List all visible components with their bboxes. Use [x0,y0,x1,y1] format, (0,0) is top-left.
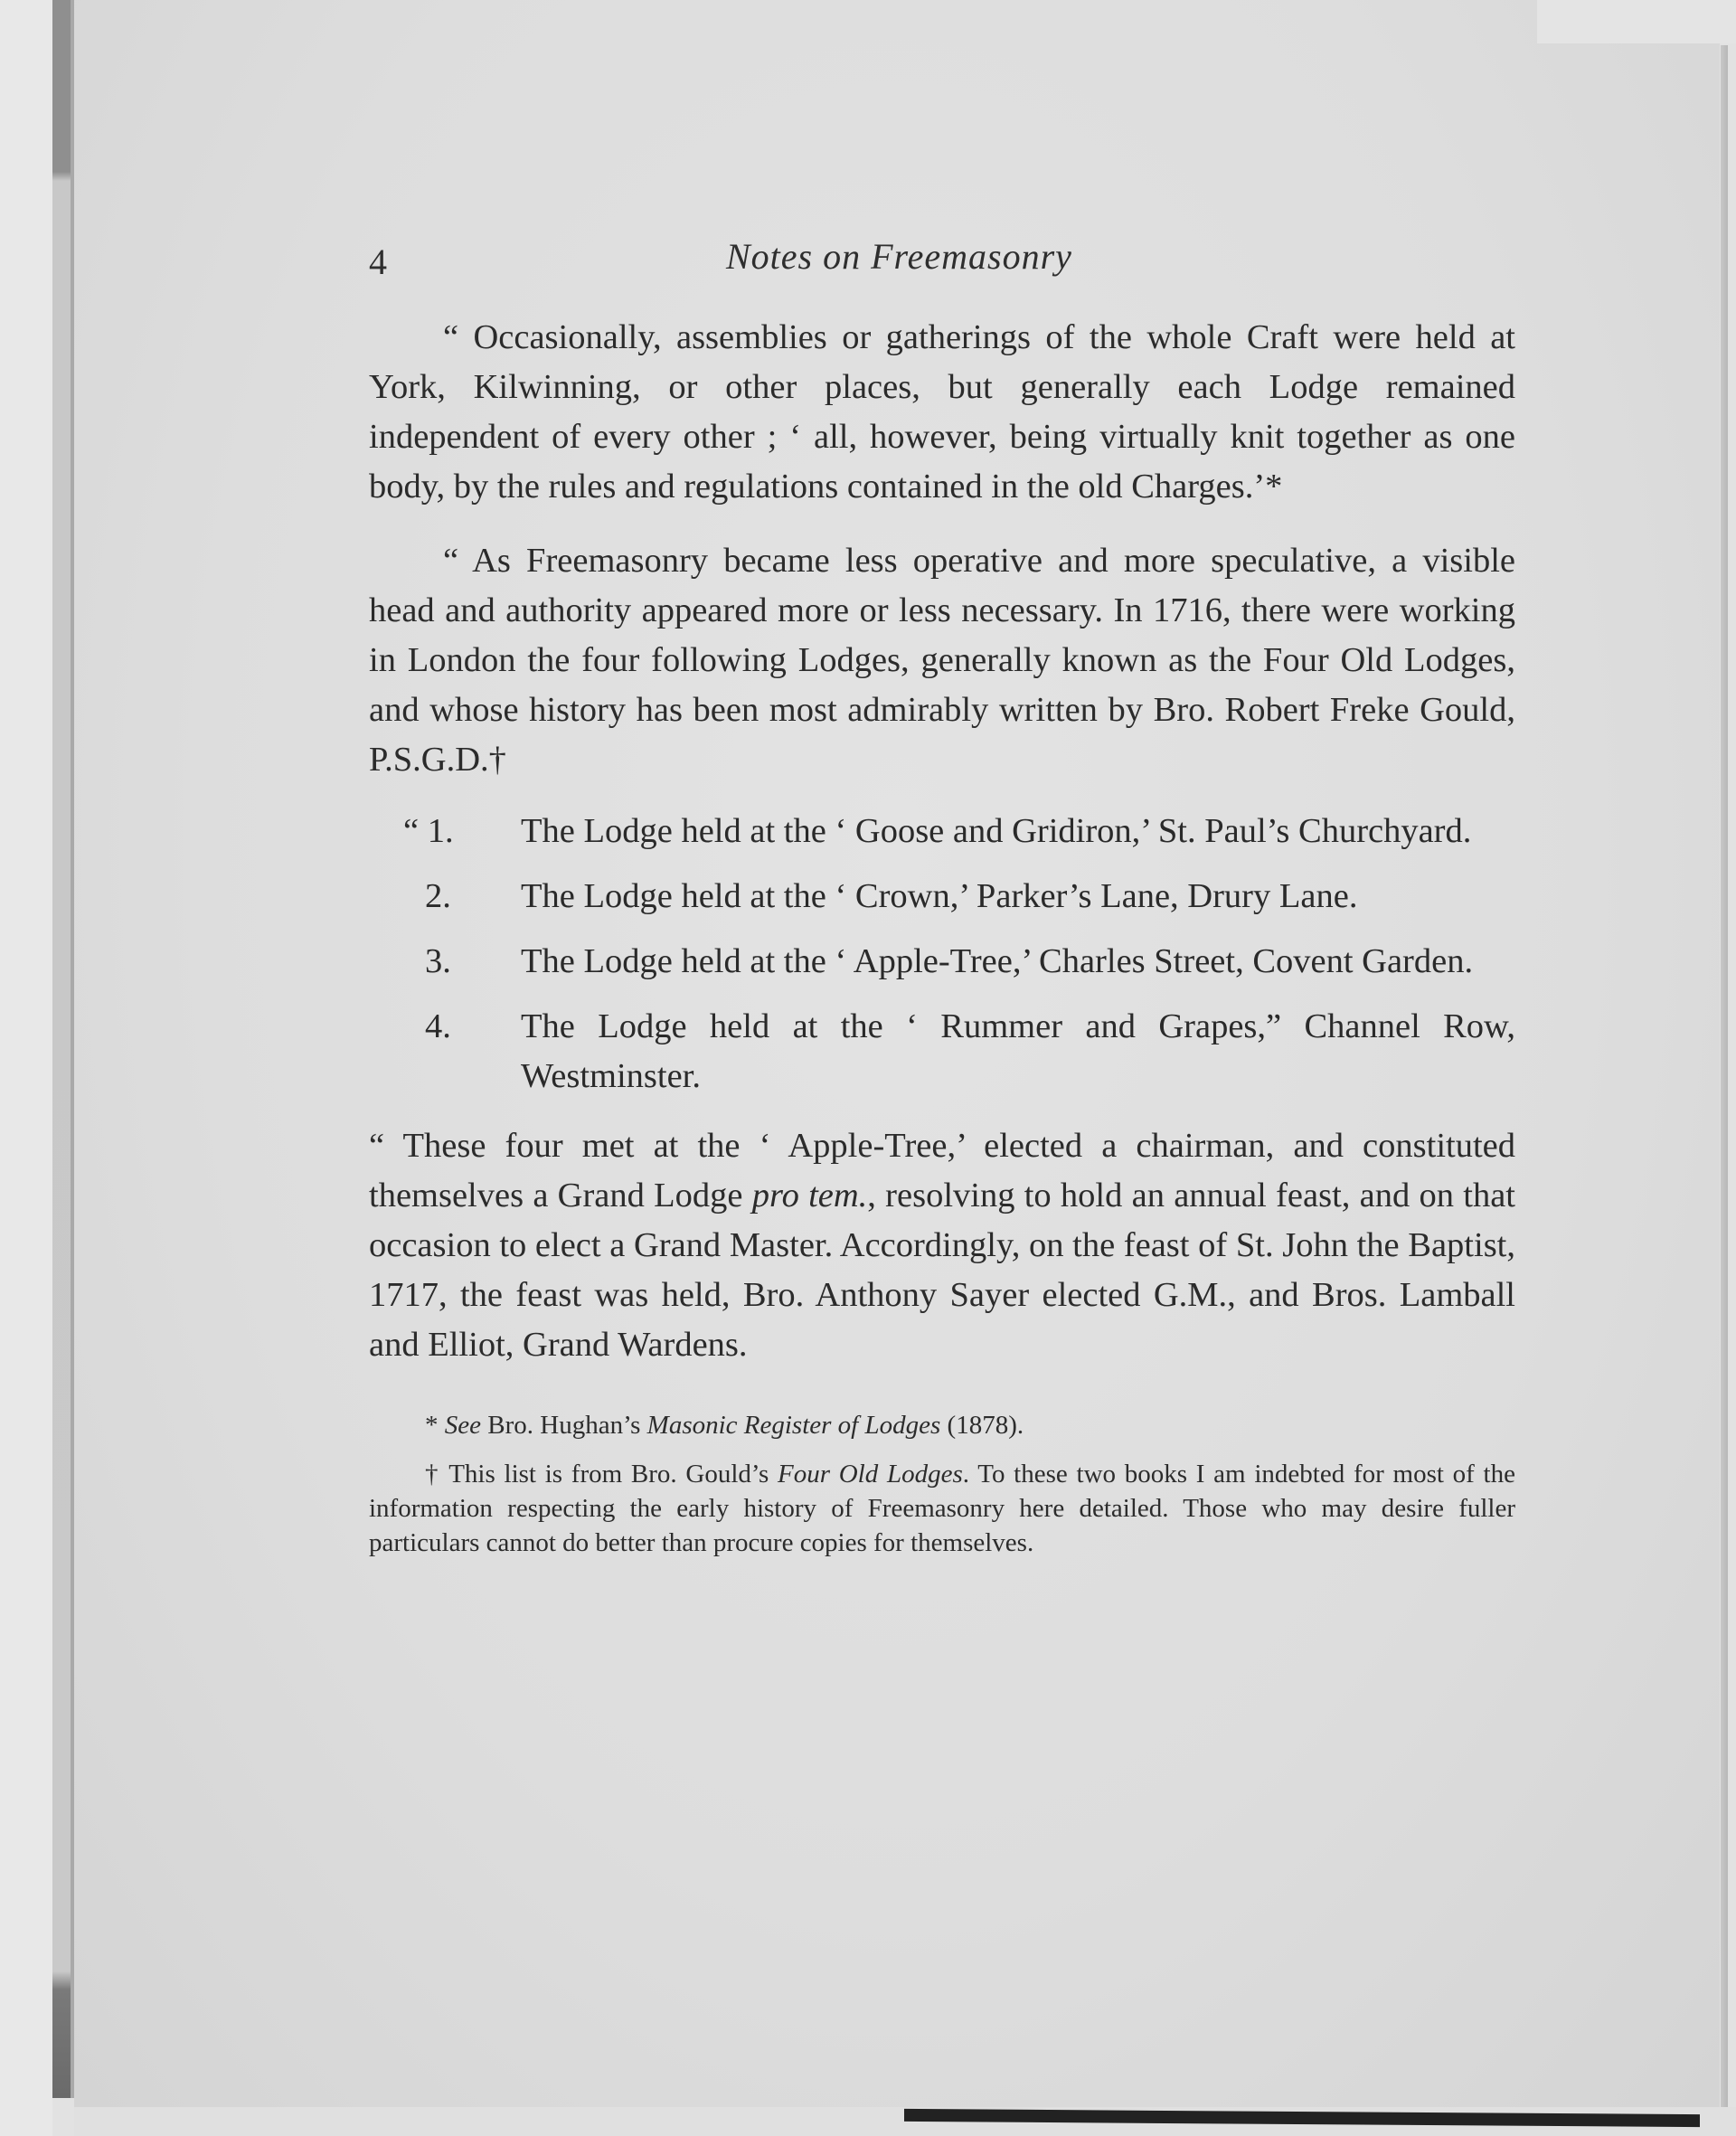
paragraph-speculative: “ As Freemasonry became less operative and more speculative, a visible head and authority appeared more or less necessary. In 1716, there were working in London the four following Lodges, generally known as the Four Old Lodges, and whose history has been most admirably written by Bro. Robert Freke Gould, P.S.G.D.† [369,542,1515,779]
list-item-number: 3. [425,942,451,980]
footnote-text: † This list is from Bro. Gould’s [425,1460,778,1489]
scan-margin [0,0,52,2136]
footnote-dagger [369,1457,1515,1560]
page-number: 4 [369,241,387,282]
footnote-mark: * [425,1411,445,1440]
list-item-text: The Lodge held at the ‘ Goose and Gridiron,’ St. Paul’s Churchyard. [521,812,1472,850]
page-right-edge [1721,45,1728,2107]
latin-phrase: pro tem. [751,1177,868,1214]
list-item-text: The Lodge held at the ‘ Rummer and Grapes,” Channel Row, Westminster. [521,1007,1515,1095]
list-item-number: 2. [425,877,451,915]
footnote-text: . To these two books I am indebted for most of the information respecting the early history of Freemasonry here detailed. Those who may desire fuller particulars cannot do better than procure copies for themselves. [369,1460,1515,1557]
list-item-text: The Lodge held at the ‘ Apple-Tree,’ Charles Street, Covent Garden. [521,942,1474,980]
footnotes [369,1408,1515,1560]
four-old-lodges-list [369,807,1515,1101]
footnote-text: (1878). [940,1411,1024,1440]
list-item-number: “ 1. [403,812,454,850]
paragraph-grand-lodge [369,1121,1515,1370]
paragraph-grand-lodge-start: “ These four met at the ‘ Apple-Tree,’ elected a chairman, and constituted themselves a Grand Lodge [369,1127,1515,1214]
footnote-see: See [444,1411,481,1440]
list-item [369,1002,1515,1101]
list-item-text: The Lodge held at the ‘ Crown,’ Parker’s Lane, Drury Lane. [521,877,1358,915]
list-item [369,937,1515,987]
scan-margin-top [1537,0,1736,43]
footnote-asterisk [369,1408,1515,1442]
list-item [369,872,1515,922]
list-item-number: 4. [425,1007,451,1045]
paragraph-grand-lodge-end: , resolving to hold an annual feast, and on that occasion to elect a Grand Master. Accordingly, on the feast of St. John the Baptist, 1717, the feast was held, Bro. Anthony Sayer elected G.M., and Bros. Lamball and Elliot, Grand Wardens. [369,1177,1515,1364]
running-title: Notes on Freemasonry [726,236,1072,277]
book-spine [52,0,72,2098]
paragraph-assemblies: “ Occasionally, assemblies or gatherings of the whole Craft were held at York, Kilwinning, or other places, but generally each Lodge remained independent of every other ; ‘ all, however, being virtually knit together as one body, by the rules and regulations contained in the old Charges.’* [369,318,1515,506]
list-item [369,807,1515,856]
footnote-text: Bro. Hughan’s [481,1411,647,1440]
book-title: Four Old Lodges [778,1460,963,1489]
page-text-block [369,233,1515,1574]
book-title: Masonic Register of Lodges [646,1411,941,1440]
running-head [369,233,1515,288]
